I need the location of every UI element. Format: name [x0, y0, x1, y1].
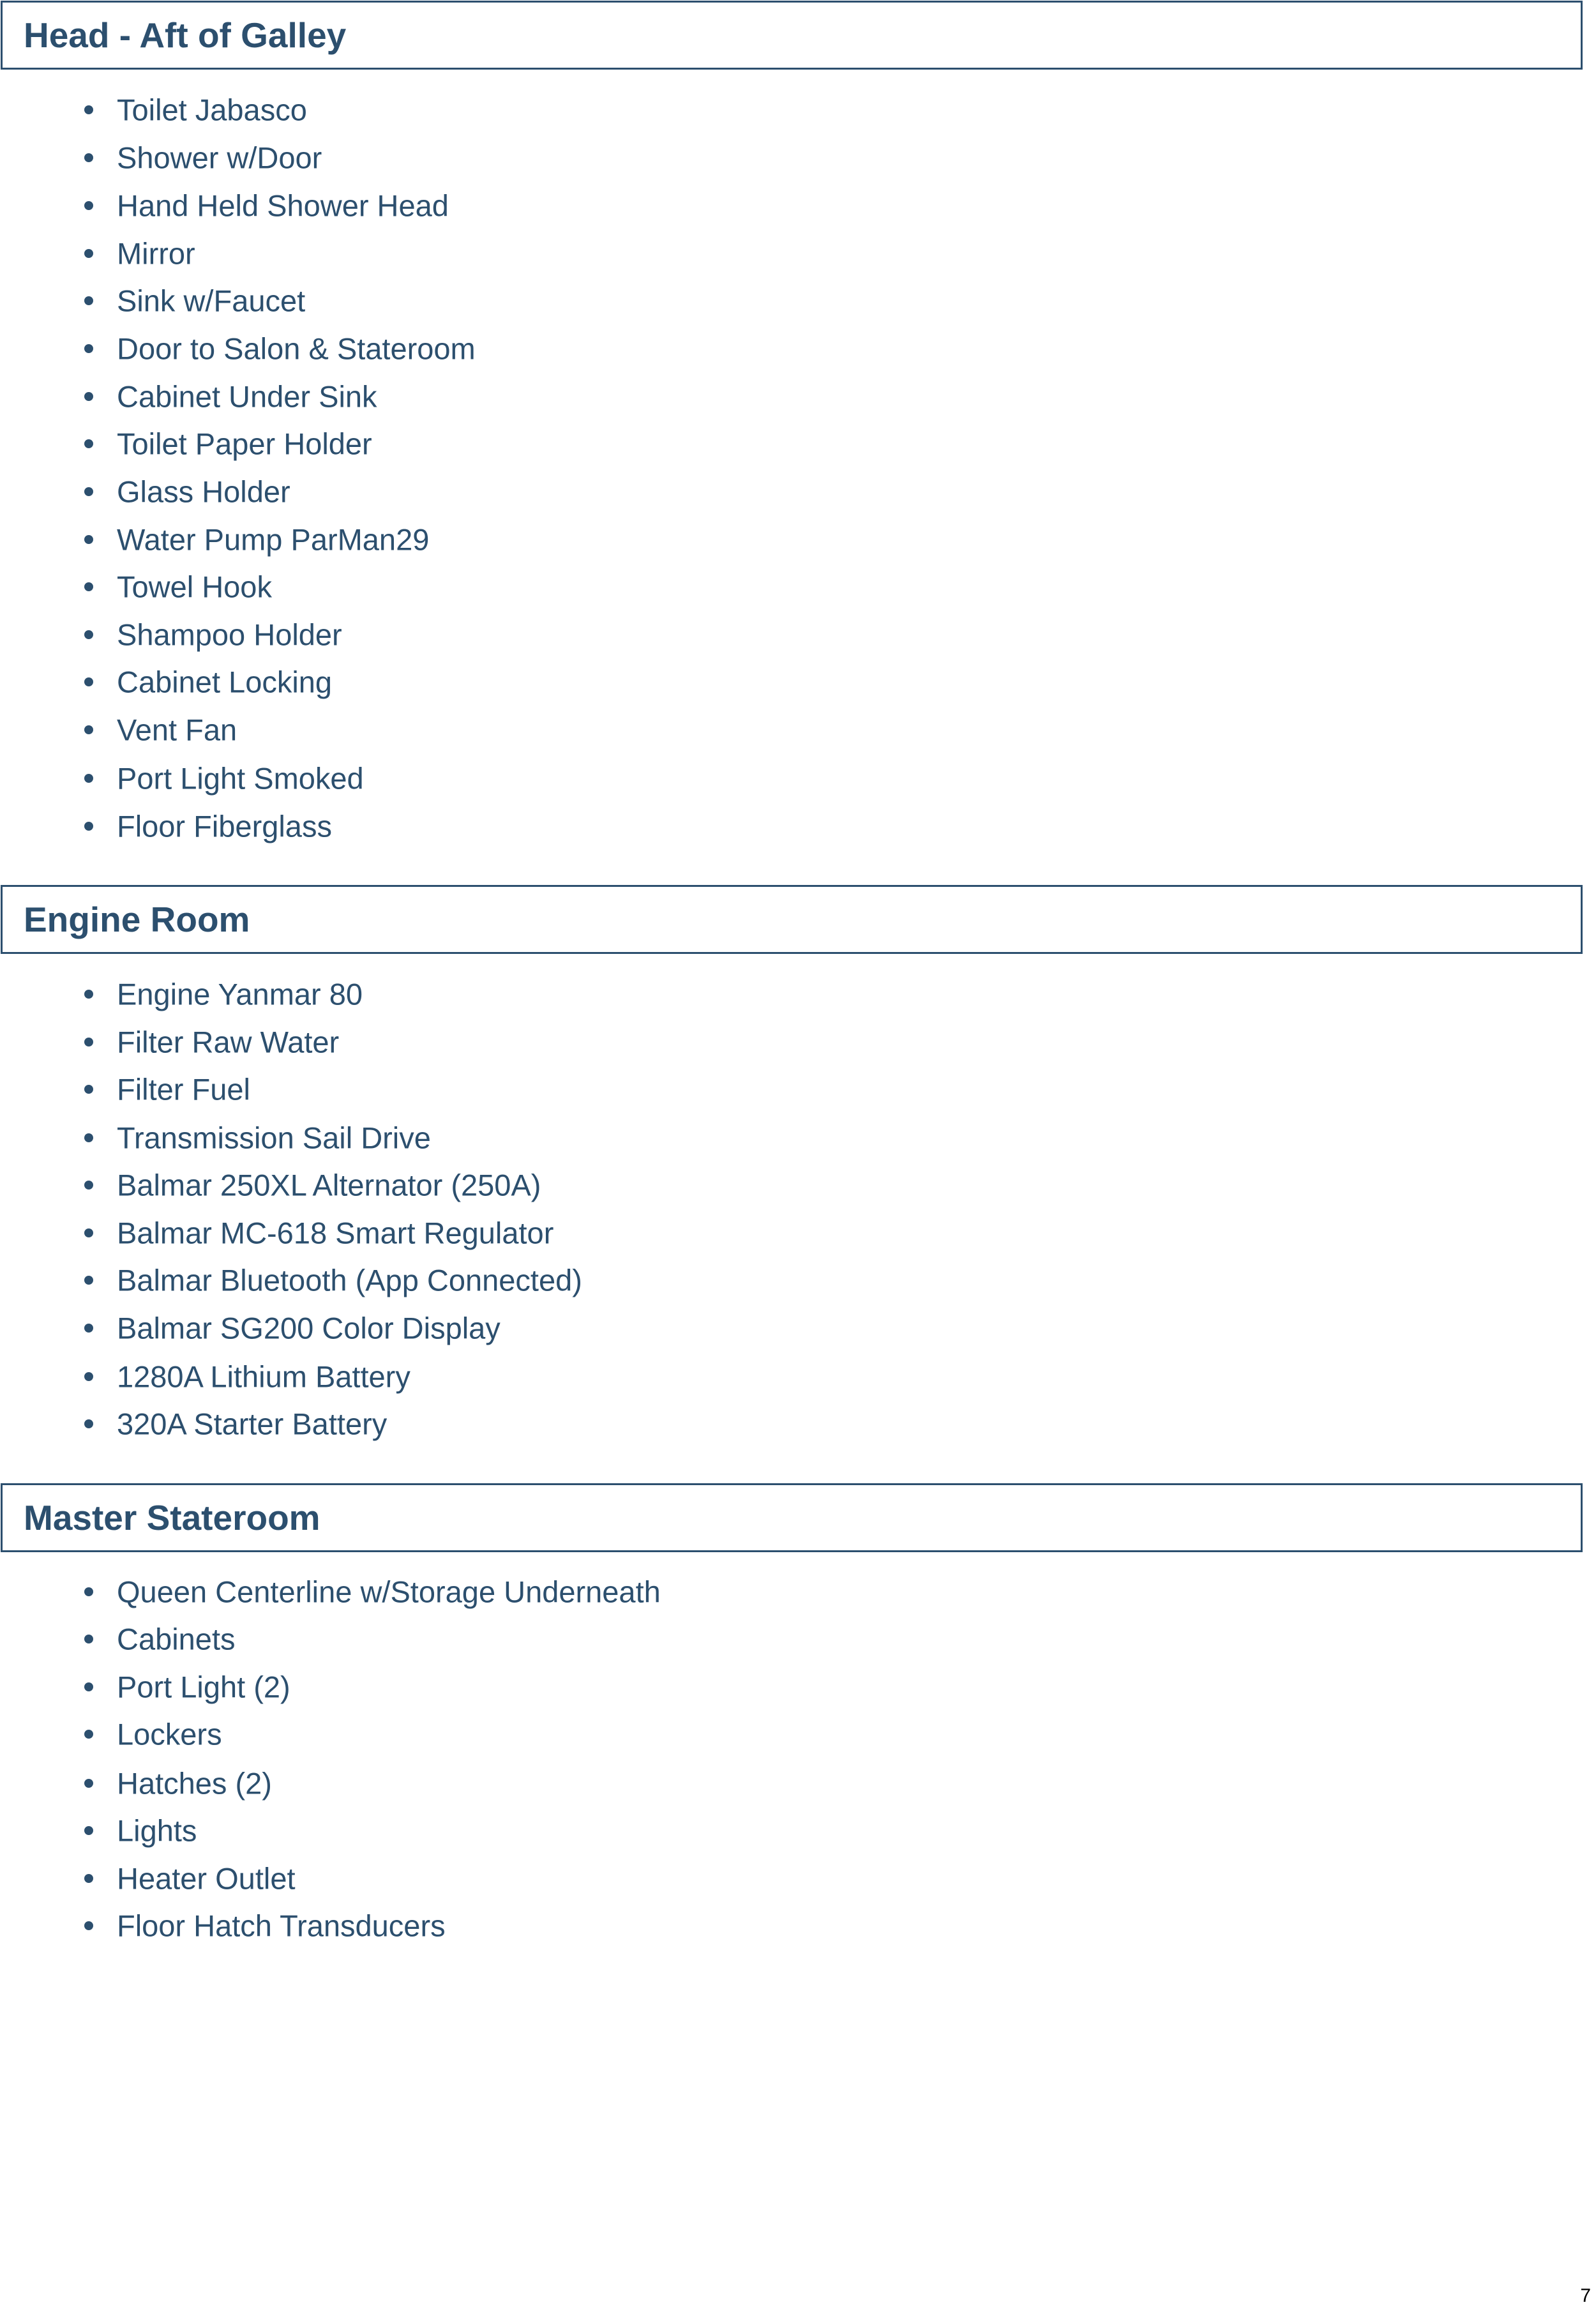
- bullet-icon: [84, 1372, 93, 1381]
- bullet-icon: [84, 822, 93, 831]
- bullet-icon: [84, 105, 93, 114]
- bullet-icon: [84, 582, 93, 591]
- bullet-icon: [84, 725, 93, 734]
- bullet-icon: [84, 990, 93, 999]
- bullet-icon: [84, 392, 93, 401]
- bullet-icon: [84, 1085, 93, 1094]
- bullet-icon: [84, 249, 93, 258]
- bullet-icon: [84, 1682, 93, 1691]
- bullet-icon: [84, 1587, 93, 1596]
- bullet-icon: [84, 1133, 93, 1142]
- page-number: 7: [1580, 2285, 1591, 2306]
- bullet-icon: [84, 487, 93, 496]
- bullet-icon: [84, 344, 93, 353]
- bullet-icon: [84, 1038, 93, 1046]
- bullet-icon: [84, 677, 93, 686]
- bullet-icon: [84, 630, 93, 639]
- bullet-icon: [84, 201, 93, 210]
- bullet-icon: [84, 1874, 93, 1883]
- bullet-icon: [84, 1276, 93, 1285]
- bullet-icon: [84, 774, 93, 783]
- bullet-icon: [84, 439, 93, 448]
- section-header-head: [1, 1, 1583, 70]
- bullet-icon: [84, 296, 93, 305]
- bullet-icon: [84, 1779, 93, 1788]
- section-header-engine-room: [1, 885, 1583, 954]
- section-header-master-stateroom: [1, 1483, 1583, 1552]
- bullet-icon: [84, 535, 93, 544]
- bullet-icon: [84, 1826, 93, 1835]
- bullet-icon: [84, 1228, 93, 1237]
- bullet-icon: [84, 1921, 93, 1930]
- bullet-icon: [84, 1181, 93, 1190]
- section-title: Head - Aft of Galley: [24, 15, 347, 55]
- bullet-icon: [84, 1635, 93, 1643]
- bullet-icon: [84, 1419, 93, 1428]
- section-title: Master Stateroom: [24, 1498, 320, 1538]
- bullet-icon: [84, 153, 93, 162]
- bullet-icon: [84, 1730, 93, 1739]
- bullet-icon: [84, 1324, 93, 1333]
- section-title: Engine Room: [24, 900, 250, 939]
